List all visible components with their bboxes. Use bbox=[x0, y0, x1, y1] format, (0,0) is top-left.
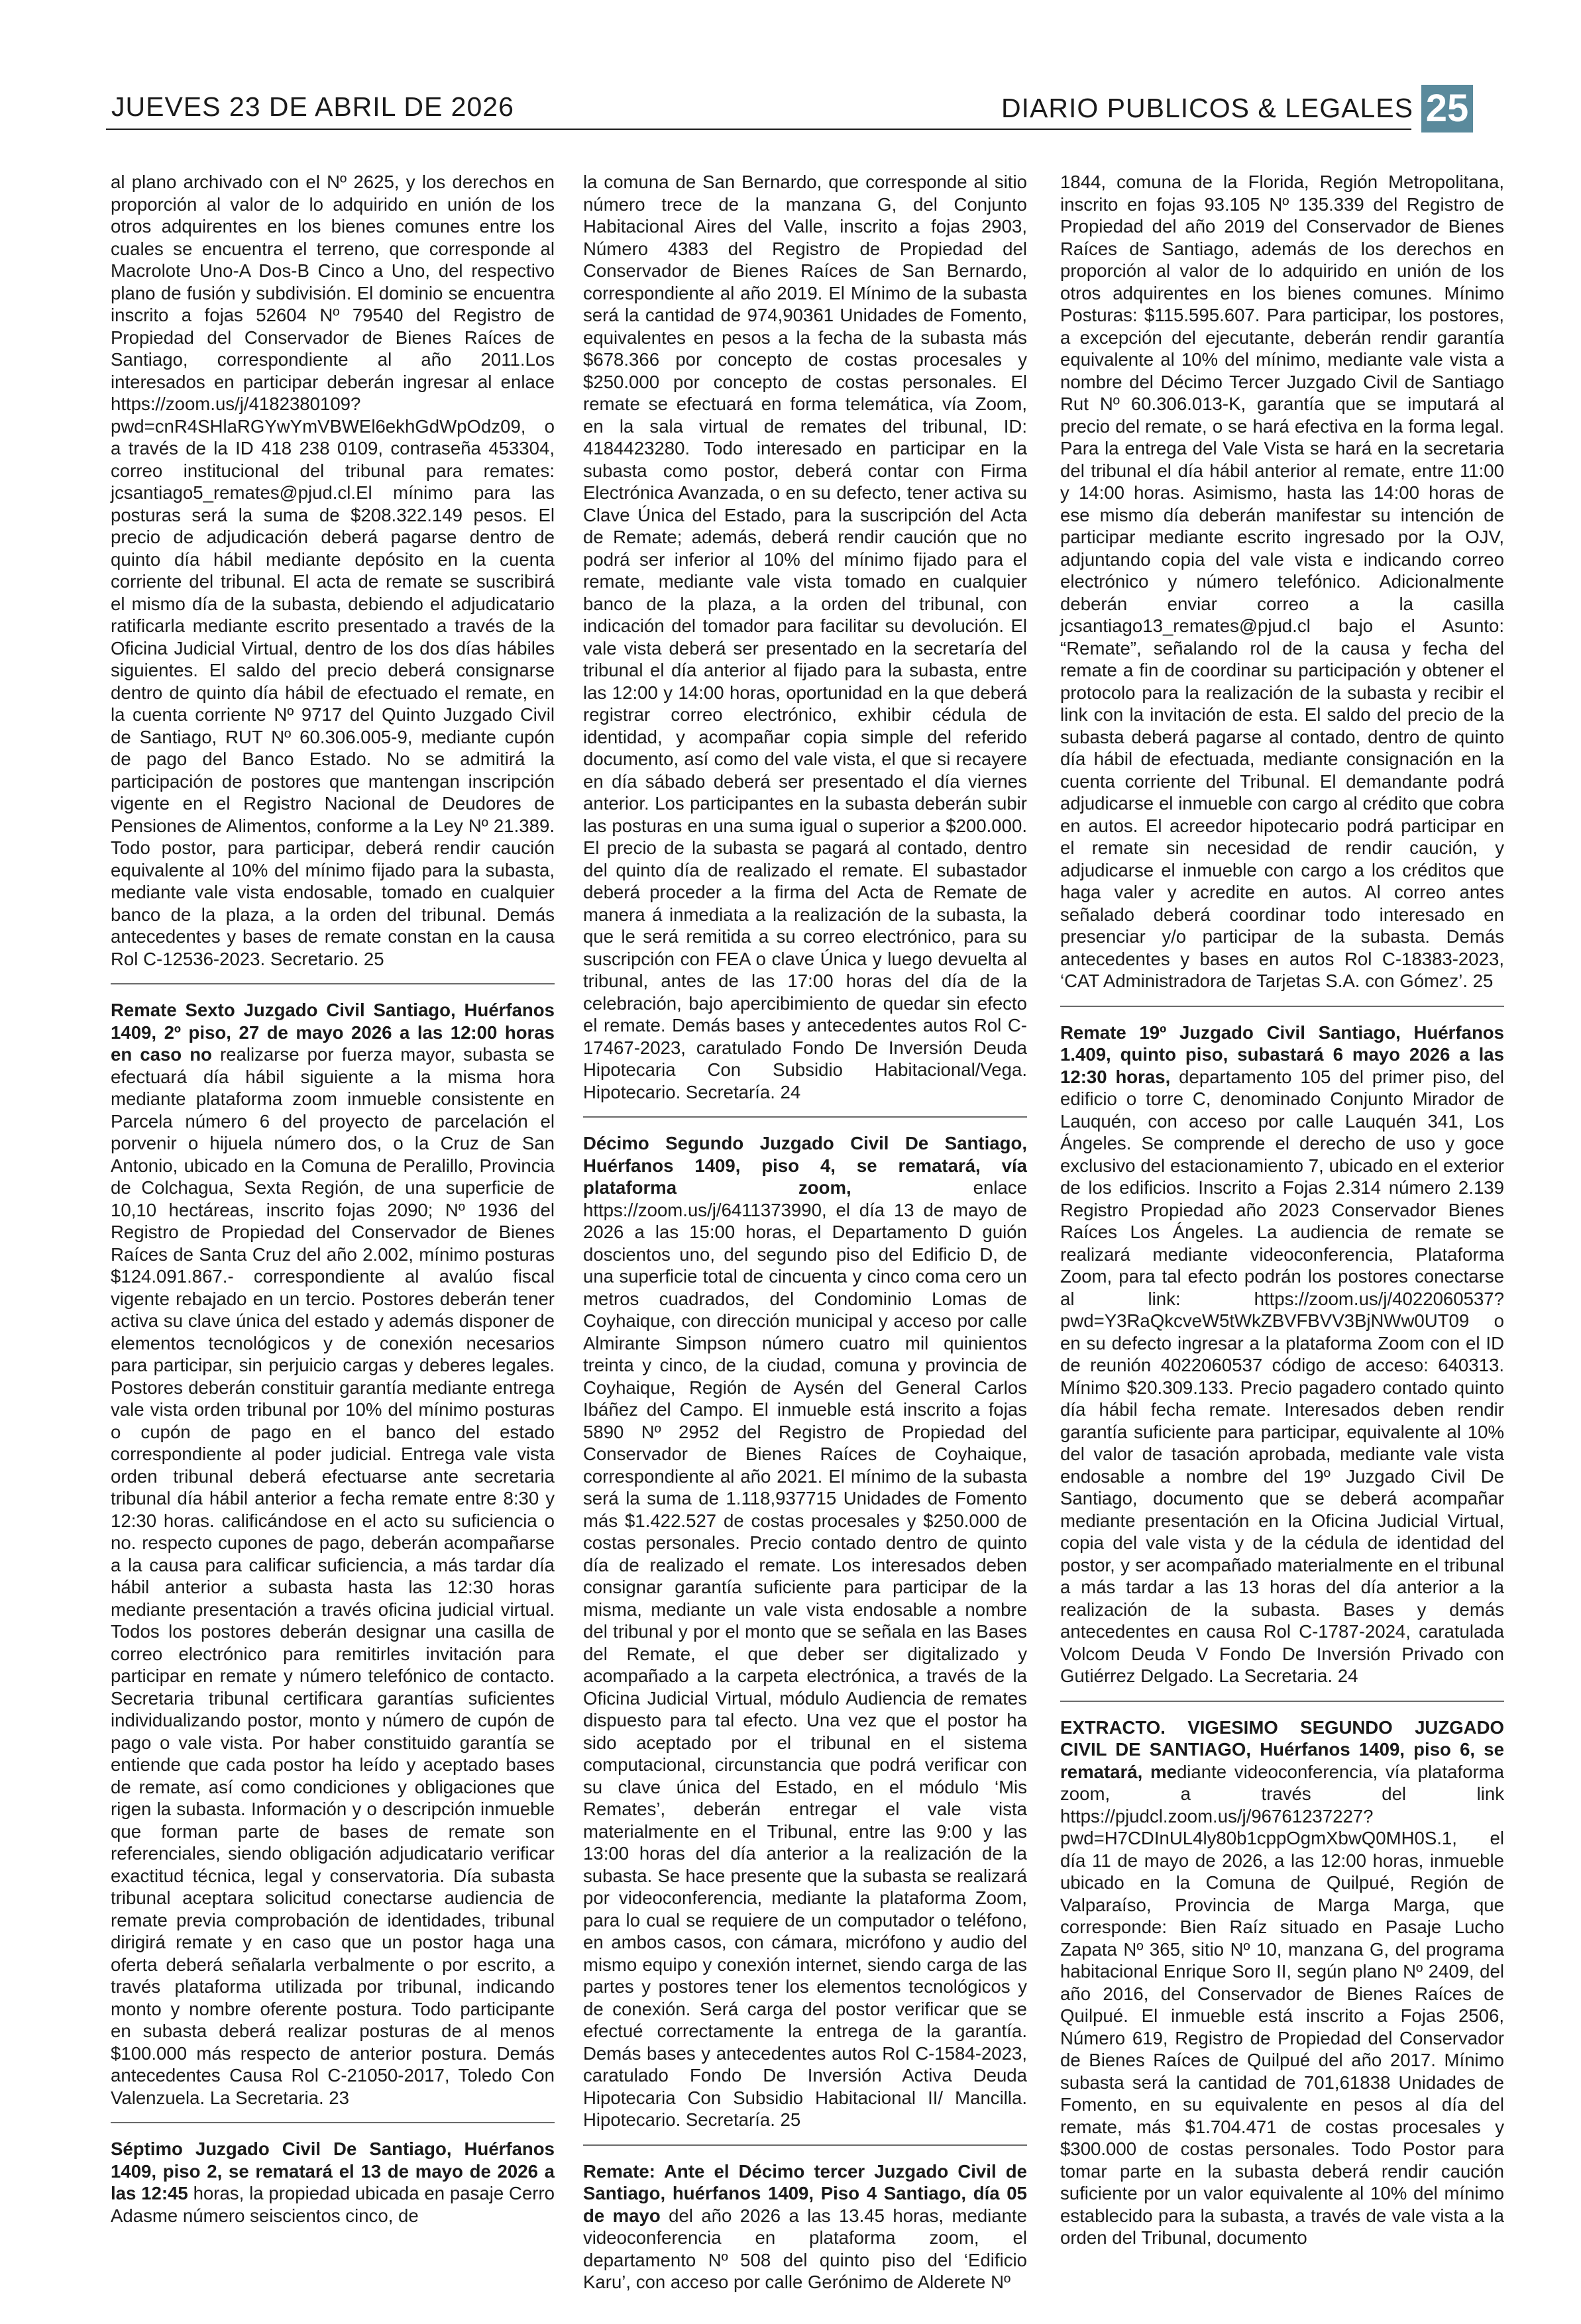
notice-separator bbox=[583, 1116, 1027, 1118]
notice-lead: Séptimo Juzgado Civil De Santiago, Huérfanos 1409, piso 2, se rematará el 13 de mayo de 2026 a las 12:45 bbox=[111, 2139, 555, 2203]
notice-2-2 bbox=[583, 1132, 1027, 2131]
notice-lead: Remate 19º Juzgado Civil Santiago, Huérfanos 1.409, quinto piso, subastará 6 mayo 2026 a las 12:30 horas, bbox=[1060, 1022, 1504, 1087]
notice-separator bbox=[111, 2122, 555, 2123]
header-rule bbox=[106, 129, 1411, 130]
notice-body: departamento 105 del primer piso, del edificio o torre C, denominado Conjunto Mirador de Lauquén, con acceso por calle Lauquén 341, Los Ángeles. Se comprende el derecho de uso y goce exclusivo del estacionamiento 7, ubicado en el exterior de los edificios. Inscrito a Fojas 2.314 número 2.139 Registro Propiedad año 2023 Conservador Bienes Raíces Los Ángeles. La audiencia de remate se realizará mediante videoconferencia, Plataforma Zoom, para tal efecto podrán los postores conectarse al link: https://zoom.us/j/4022060537?pwd=Y3RaQkcveW5tWkZBVFBVV3BjNWw0UT09 o en su defecto ingresar a la plataforma Zoom con el ID de reunión 4022060537 código de acceso: 640313. Mínimo $20.309.133. Precio pagadero contado quinto día hábil fecha remate. Interesados deben rendir garantía suficiente para participar, equivalente al 10% del valor de tasación aprobada, mediante vale vista endosable a nombre del 19º Juzgado Civil De Santiago, documento que se deberá acompañar mediante presentación en la Oficina Judicial Virtual, copia del vale vista y de la cédula de identidad del postor, y ser acompañado materialmente en el tribunal a más tardar a las 13 horas del día anterior a la realización de la subasta. Bases y demás antecedentes en causa Rol C-1787-2024, caratulada Volcom Deuda V Fondo De Inversión Privado con Gutiérrez Delgado. La Secretaria. 24 bbox=[1060, 1066, 1504, 1686]
header-date: JUEVES 23 DE ABRIL DE 2026 bbox=[111, 91, 514, 122]
notice-lead: Décimo Segundo Juzgado Civil De Santiago, Huérfanos 1409, piso 4, se rematará, vía plataforma zoom, bbox=[583, 1133, 1027, 1198]
notice-body: 1844, comuna de la Florida, Región Metropolitana, inscrito en fojas 93.105 Nº 135.339 del Registro de Propiedad del año 2019 del Conservador de Bienes Raíces de Santiago, además de los derechos en proporción al valor de lo adquirido en unión de los otros adquirentes en los bienes comunes. Mínimo Posturas: $115.595.607. Para participar, los postores, a excepción del ejecutante, deberán rendir garantía equivalente al 10% del mínimo, mediante vale vista a nombre del Décimo Tercer Juzgado Civil de Santiago Rut Nº 60.306.013-K, garantía que se imputará al precio del remate, o se hará efectiva en la forma legal. Para la entrega del Vale Vista se hará en la secretaria del tribunal el día hábil anterior al remate, entre 11:00 y 14:00 horas. Asimismo, hasta las 14:00 horas de ese mismo día deberán manifestar su intención de participar mediante escrito ingresado por la OJV, adjuntando copia del vale vista e indicando correo electrónico y número telefónico. Adicionalmente deberán enviar correo a la casilla jcsantiago13_remates@pjud.cl bajo el Asunto: “Remate”, señalando rol de la causa y fecha del remate a fin de coordinar su participación y obtener el protocolo para la realización de la subasta y recibir el link con la invitación de esta. El saldo del precio de la subasta deberá pagarse al contado, dentro de quinto día hábil de efectuada, mediante consignación en la cuenta corriente del Tribunal. El demandante podrá adjudicarse el inmueble con cargo al crédito que cobra en autos. El acreedor hipotecario podrá participar en el remate sin necesidad de rendir caución, y adjudicarse el inmueble con cargo a los créditos que haga valer y acredite en autos. Al correo antes señalado deberá coordinar todo interesado en presenciar y/o participar de la subasta. Demás antecedentes y bases en autos Rol C-18383-2023, ‘CAT Administradora de Tarjetas S.A. con Gómez’. 25 bbox=[1060, 172, 1504, 991]
notice-1-3 bbox=[111, 2138, 555, 2227]
notice-lead: Remate: Ante el Décimo tercer Juzgado Civil de Santiago, huérfanos 1409, Piso 4 Santiago, día 05 de mayo bbox=[583, 2160, 1027, 2226]
notice-separator bbox=[1060, 1701, 1504, 1702]
notice-lead: EXTRACTO. VIGESIMO SEGUNDO JUZGADO CIVIL DE SANTIAGO, Huérfanos 1409, piso 6, se rematará, me bbox=[1060, 1717, 1504, 1782]
page-number-badge: 25 bbox=[1421, 85, 1473, 132]
notice-body: la comuna de San Bernardo, que corresponde al sitio número trece de la manzana G, del Conjunto Habitacional Aires del Valle, inscrito a fojas 2903, Número 4383 del Registro de Propiedad del Conservador de Bienes Raíces de San Bernardo, correspondiente al año 2019. El Mínimo de la subasta será la cantidad de 974,90361 Unidades de Fomento, equivalentes en pesos a la fecha de la subasta más $678.366 por concepto de costas procesales y $250.000 por concepto de costas personales. El remate se efectuará en forma telemática, vía Zoom, en la sala virtual de remates del tribunal, ID: 4184423280. Todo interesado en participar en la subasta como postor, deberá contar con Firma Electrónica Avanzada, o en su defecto, tener activa su Clave Única del Estado, para la suscripción del Acta de Remate; además, deberá rendir caución que no podrá ser inferior al 10% del mínimo fijado para el remate, mediante vale vista tomado en cualquier banco de la plaza, a la orden del tribunal, con indicación del tomador para facilitar su devolución. El vale vista deberá ser presentado en la secretaría del tribunal el día anterior al fijado para la subasta, entre las 12:00 y 14:00 horas, oportunidad en la que deberá registrar correo electrónico, exhibir cédula de identidad, y acompañar copia simple del referido documento, así como del vale vista, el que si recayere en día sábado deberá ser presentado el día viernes anterior. Los participantes en la subasta deberán subir las posturas en una suma igual o superior a $200.000. El precio de la subasta se pagará al contado, dentro del quinto día de realizado el remate. El subastador deberá proceder a la firma del Acta de Remate de manera á inmediata a la realización de la subasta, la que le será remitida a su correo electrónico, para su suscripción con FEA o clave Única y luego devuelta al tribunal, antes de las 17:00 horas del día de la celebración, bajo apercibimiento de quedar sin efecto el remate. Demás bases y antecedentes autos Rol C-17467-2023, caratulado Fondo De Inversión Deuda Hipotecaria Con Subsidio Habitacional/Vega. Hipotecario. Secretaría. 24 bbox=[583, 172, 1027, 1102]
notice-separator bbox=[583, 2144, 1027, 2146]
notice-1-2 bbox=[111, 999, 555, 2109]
notice-separator bbox=[111, 983, 555, 984]
notice-body: al plano archivado con el Nº 2625, y los derechos en proporción al valor de lo adquirido en unión de los otros adquirentes en los bienes comunes entre los cuales se encuentra el terreno, que corresponde al Macrolote Uno-A Dos-B Cinco a Uno, del respectivo plano de fusión y subdivisión. El dominio se encuentra inscrito a fojas 52604 Nº 79540 del Registro de Propiedad del Conservador de Bienes Raíces de Santiago, correspondiente al año 2011.Los interesados en participar deberán ingresar al enlace https://zoom.us/j/4182380109?pwd=cnR4SHlaRGYwYmVBWEl6ekhGdWpOdz09, o a través de la ID 418 238 0109, contraseña 453304, correo institucional del tribunal para remates: jcsantiago5_remates@pjud.cl.El mínimo para las posturas será la suma de $208.322.149 pesos. El precio de adjudicación deberá pagarse dentro de quinto día hábil mediante depósito en la cuenta corriente del tribunal. El acta de remate se suscribirá el mismo día de la subasta, debiendo el adjudicatario ratificarla mediante escrito presentado a través de la Oficina Judicial Virtual, dentro de los dos días hábiles siguientes. El saldo del precio deberá consignarse dentro de quinto día hábil de efectuado el remate, en la cuenta corriente Nº 9717 del Quinto Juzgado Civil de Santiago, RUT Nº 60.306.005-9, mediante cupón de pago del Banco Estado. No se admitirá la participación de postores que mantengan inscripción vigente en el Registro Nacional de Deudores de Pensiones de Alimentos, conforme a la Ley Nº 21.389. Todo postor, para participar, deberá rendir caución equivalente al 10% del mínimo fijado para la subasta, mediante vale vista endosable, tomado en cualquier banco de la plaza, a la orden del tribunal. Demás antecedentes y bases de remate constan en la causa Rol C-12536-2023. Secretario. 25 bbox=[111, 172, 555, 969]
notice-body: horas, la propiedad ubicada en pasaje Cerro Adasme número seiscientos cinco, de bbox=[111, 2183, 555, 2226]
notice-body: diante videoconferencia, vía plataforma zoom, a través del link https://pjudcl.zoom.us/j/96761237227?pwd=H7CDInUL4ly80b1cppOgmXbwQ0MH0S.1, el día 11 de mayo de 2026, a las 12:00 horas, inmueble ubicado en la Comuna de Quilpué, Región de Valparaíso, Provincia de Marga Marga, que corresponde: Bien Raíz situado en Pasaje Lucho Zapata Nº 365, sitio Nº 10, manzana G, del programa habitacional Enrique Soro II, según plano Nº 2409, del año 2016, del Conservador de Bienes Raíces de Quilpué. El inmueble está inscrito a Fojas 2506, Número 619, Registro de Propiedad del Conservador de Bienes Raíces de Quilpué del año 2017. Mínimo subasta será la cantidad de 701,61838 Unidades de Fomento, en su equivalente en pesos al día del remate, más $1.704.471 de costas procesales y $300.000 de costas personales. Todo Postor para tomar parte en la subasta deberá rendir caución suficiente por un valor equivalente al 10% del mínimo establecido para la subasta, a través de vale vista a la orden del Tribunal, documento bbox=[1060, 1761, 1504, 2248]
column-1 bbox=[111, 171, 555, 2227]
page-header bbox=[106, 85, 1473, 138]
notice-3-2 bbox=[1060, 1022, 1504, 1687]
notice-3-3 bbox=[1060, 1717, 1504, 2249]
column-3 bbox=[1060, 171, 1504, 2249]
notice-body: enlace https://zoom.us/j/6411373990, el día 13 de mayo de 2026 a las 15:00 horas, el Departamento D guión doscientos uno, del segundo piso del Edificio D, de una superficie total de cincuenta y cinco coma cero un metros cuadrados, del Condominio Lomas de Coyhaique, con dirección municipal y acceso por calle Almirante Simpson número cuatro mil quinientos treinta y cinco, de la ciudad, comuna y provincia de Coyhaique, Región de Aysén del General Carlos Ibáñez del Campo. El inmueble está inscrito a fojas 5890 Nº 2952 del Registro de Propiedad del Conservador de Bienes Raíces de Coyhaique, correspondiente al año 2021. El mínimo de la subasta será la suma de 1.118,937715 Unidades de Fomento más $1.422.527 de costas procesales y $250.000 de costas personales. Precio contado dentro de quinto día de realizado el remate. Los interesados deben consignar garantía suficiente para participar de la misma, mediante un vale vista endosable a nombre del tribunal y por el monto que se señala en las Bases del Remate, el que deber ser digitalizado y acompañado a la carpeta electrónica, a través de la Oficina Judicial Virtual, módulo Audiencia de remates dispuesto para tal efecto. Una vez que el postor ha sido aceptado por el tribunal en el sistema computacional, circunstancia que podrá verificar con su clave única del Estado, en el módulo ‘Mis Remates’, deberán entregar el vale vista materialmente en el Tribunal, entre las 9:00 y las 13:00 horas del día anterior a la realización de la subasta. Se hace presente que la subasta se realizará por videoconferencia, mediante la plataforma Zoom, para lo cual se requiere de un computador o teléfono, en ambos casos, con cámara, micrófono y audio del mismo equipo y conexión internet, siendo carga de las partes y postores tener los elementos tecnológicos y de conexión. Será carga del postor verificar que se efectué correctamente la entrega de la garantía. Demás bases y antecedentes autos Rol C-1584-2023, caratulado Fondo De Inversión Activa Deuda Hipotecaria Con Subsidio Habitacional II/ Mancilla. Hipotecario. Secretaría. 25 bbox=[583, 1177, 1027, 2130]
column-2 bbox=[583, 171, 1027, 2294]
notice-body: del año 2026 a las 13.45 horas, mediante videoconferencia en plataforma zoom, el departamento Nº 508 del quinto piso del ‘Edificio Karu’, con acceso por calle Gerónimo de Alderete Nº bbox=[583, 2205, 1027, 2292]
notice-separator bbox=[1060, 1006, 1504, 1007]
notice-lead: Remate Sexto Juzgado Civil Santiago, Huérfanos 1409, 2º piso, 27 de mayo 2026 a las 12:00 horas en caso no bbox=[111, 1000, 555, 1065]
notice-3-1 bbox=[1060, 171, 1504, 992]
notice-2-3 bbox=[583, 2160, 1027, 2294]
notice-body: realizarse por fuerza mayor, subasta se efectuará día hábil siguiente a la misma hora mediante plataforma zoom inmueble consistente en Parcela número 6 del proyecto de parcelación el porvenir o hijuela número dos, o la Cruz de San Antonio, ubicado en la Comuna de Peralillo, Provincia de Colchagua, Sexta Región, de una superficie de 10,10 hectáreas, inscrito fojas 2090; Nº 1936 del Registro de Propiedad del Conservador de Bienes Raíces de Santa Cruz del año 2.002, mínimo posturas $124.091.867.- correspondiente al avalúo fiscal vigente rebajado en un tercio. Postores deberán tener activa su clave única del estado y además disponer de elementos tecnológicos y de conexión necesarios para participar, sin perjuicio cargas y deberes legales. Postores deberán constituir garantía mediante entrega vale vista orden tribunal por 10% del mínimo posturas o cupón de pago en el banco del estado correspondiente al poder judicial. Entrega vale vista orden tribunal deberá efectuarse ante secretaria tribunal día hábil anterior a fecha remate entre 8:30 y 12:30 horas. calificándose en el acto su suficiencia o no. respecto cupones de pago, deberán acompañarse a la causa para calificar suficiencia, a más tardar día hábil anterior a subasta hasta las 12:30 horas mediante presentación a través oficina judicial virtual. Todos los postores deberán designar una casilla de correo electrónico para remitirles invitación para participar en remate y número telefónico de contacto. Secretaria tribunal certificara garantías suficientes individualizando postor, monto y número de cupón de pago o vale vista. Por haber constituido garantía se entiende que cada postor ha leído y aceptado bases de remate, así como condiciones y obligaciones que rigen la subasta. Información y o descripción inmueble que forman parte de bases de remate son referenciales, siendo obligación adjudicatario verificar exactitud técnica, legal y conservatoria. Día subasta tribunal aceptara solicitud conectarse audiencia de remate previa comprobación de identidades, tribunal dirigirá remate y en caso que un postor haga una oferta deberá señalarla verbalmente o por escrito, a través plataforma utilizada por tribunal, indicando monto y nombre oferente postura. Todo participante en subasta deberá realizar posturas de al menos $100.000 más respecto de anterior postura. Demás antecedentes Causa Rol C-21050-2017, Toledo Con Valenzuela. La Secretaria. 23 bbox=[111, 1044, 555, 2108]
notice-2-1 bbox=[583, 171, 1027, 1103]
publication-name: DIARIO PUBLICOS & LEGALES bbox=[1001, 93, 1413, 123]
notice-1-1 bbox=[111, 171, 555, 970]
